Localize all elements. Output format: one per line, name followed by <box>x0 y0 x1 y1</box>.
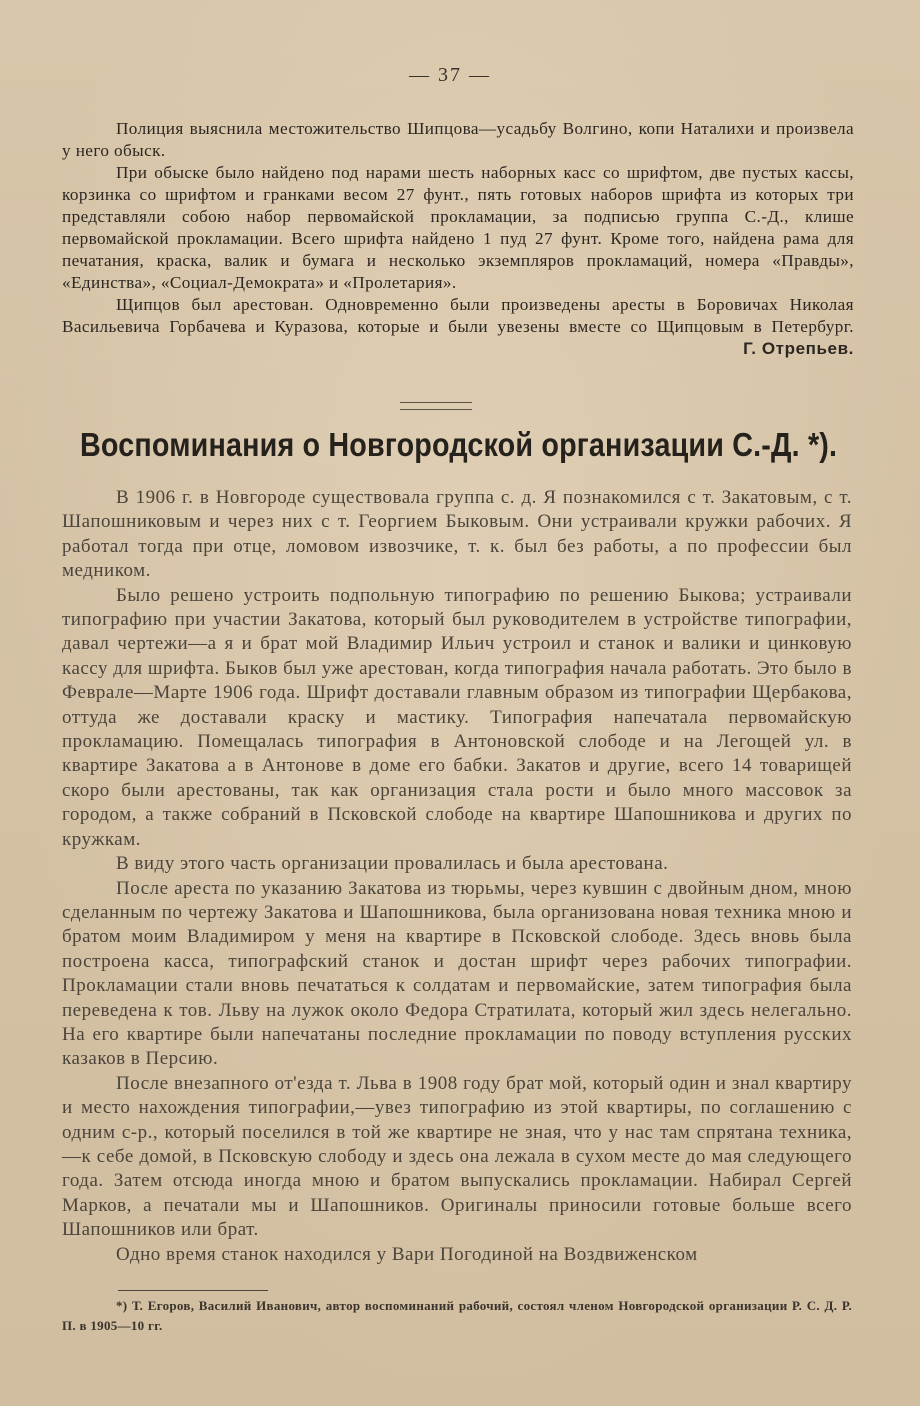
paragraph-text: Щипцов был арестован. Одновременно были произведены аресты в Боровичах Николая Васильевича Горбачева и Куразова, которые и были увезены вместе со Щипцовым в Петербург. <box>62 295 854 336</box>
paragraph: При обыске было найдено под нарами шесть наборных касс со шрифтом, две пустых кассы, корзинка со шрифтом и гранками весом 27 фунт., пять готовых наборов шрифта из которых три представляли собою набор первомайской прокламации, за подписью группа С.-Д., клише первомайской прокламации. Всего шрифта найдено 1 пуд 27 фунт. Кроме того, найдена рама для печатания, краска, валик и бумага и несколько экземпляров прокламаций, номера «Правды», «Единства», «Социал-Демократа» и «Пролетария». <box>62 163 854 292</box>
paragraph: Полиция выяснила местожительство Шипцова—усадьбу Волгино, копи Наталихи и произвела у него обыск. <box>62 119 854 160</box>
article-title: Воспоминания о Новгородской организации С.-Д. *). <box>80 426 838 463</box>
author-signature: Г. Отрепьев. <box>743 339 854 358</box>
paragraph: После ареста по указанию Закатова из тюрьмы, через кувшин с двойным дном, мною сделанным по чертежу Закатова и Шапошникова, была организована новая техника мною и братом моим Владимиром у меня на квартире в Псковской слободе. Здесь вновь была построена касса, типографский станок и достан шрифт через рабочих типографии. Прокламации стали вновь печататься к солдатам и первомайские, затем типография была переведена к тов. Льву на лужок около Федора Стратилата, который жил здесь нелегально. На его квартире были напечатаны последние прокламации по поводу вступления русских казаков в Персию. <box>62 877 852 1070</box>
paragraph: В 1906 г. в Новгороде существовала группа с. д. Я познакомился с т. Закатовым, с т. Шапошниковым и через них с т. Георгием Быковым. Они устраивали кружки рабочих. Я работал тогда при отце, ломовом извозчике, т. к. был без работы, а по профессии был медником. <box>62 487 852 582</box>
paragraph: Было решено устроить подпольную типографию по решению Быкова; устраивали типографию при участии Закатова, который был руководителем в устройстве типографии, давал чертежи—а я и брат мой Владимир Ильич устроил и станок и валики и цинковую кассу для шрифта. Быков был уже арестован, когда типография начала работать. Это было в Феврале—Марте 1906 года. Шрифт доставали главным образом из типографии Щербакова, оттуда же доставали краску и мастику. Типография напечатала первомайскую прокламацию. Помещалась типография в Антоновской слободе и на Легощей ул. в квартире Закатова а в Антонове в доме его бабки. Закатов и другие, всего 14 товарищей скоро были арестованы, так как организация стала рости и было много массовок за городом, а также собраний в Псковской слободе на квартире Шапошникова и других по кружкам. <box>62 584 852 850</box>
paragraph: Одно время станок находился у Вари Погодиной на Воздвиженском <box>116 1243 698 1265</box>
paragraph <box>62 294 854 360</box>
footnote-text: *) Т. Егоров, Василий Иванович, автор воспоминаний рабочий, состоял членом Новгородской организации Р. С. Д. Р. П. в 1905—10 гг. <box>62 1298 852 1333</box>
page-number: — 37 — <box>409 64 491 86</box>
section-divider <box>400 402 472 410</box>
paragraph: После внезапного от'езда т. Льва в 1908 году брат мой, который один и знал квартиру и место нахождения типографии,—увез типографию из этой квартиры, по соглашению с одним с-р., который поселился в той же квартире не зная, что у нас там спрятана техника,—к себе домой, в Псковскую слободу и здесь она лежала в сухом месте до мая следующего года. Затем отсюда иногда мною и братом выпускались прокламации. Набирал Сергей Марков, а печатали мы и Шапошников. Оригиналы приносили готовые больше всего Шапошников или брат. <box>62 1072 852 1241</box>
article-body <box>62 486 852 1267</box>
footnote <box>62 1296 852 1336</box>
previous-article-ending <box>62 118 854 360</box>
paragraph: В виду этого часть организации провалилась и была арестована. <box>116 853 669 875</box>
footnote-rule <box>118 1290 268 1291</box>
